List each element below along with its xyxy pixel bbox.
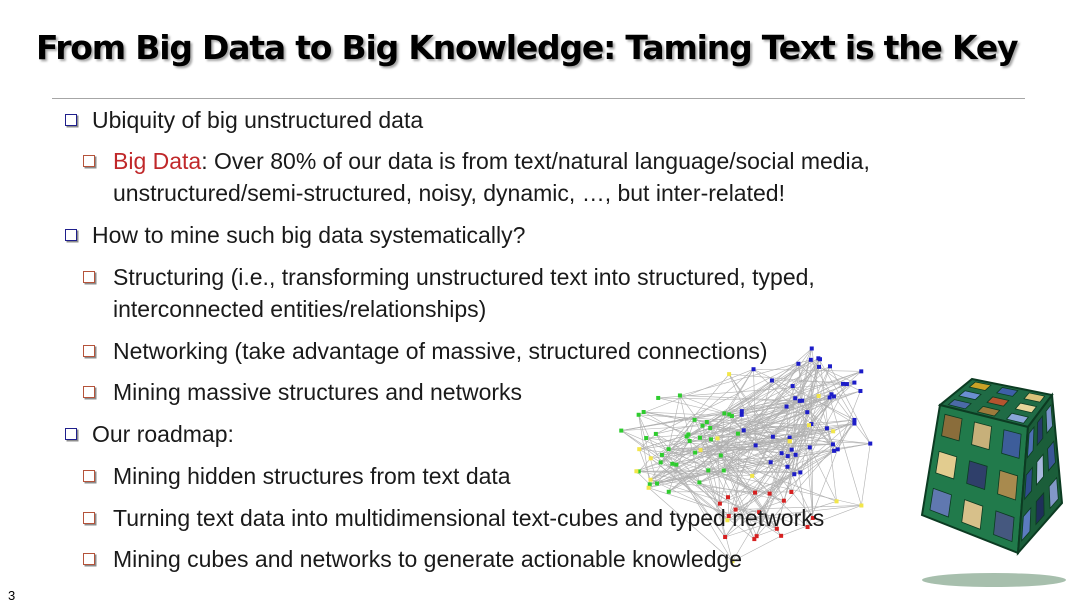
bullet-text-continued: unstructured/semi-structured, noisy, dynamic, …, but inter-related! xyxy=(113,180,785,206)
bullet-item xyxy=(62,219,942,251)
bullet-text: How to mine such big data systematically? xyxy=(92,222,526,248)
title-divider xyxy=(52,98,1025,99)
square-bullet-icon xyxy=(83,271,95,283)
bullet-text: Mining cubes and networks to generate actionable knowledge xyxy=(113,546,743,572)
square-bullet-icon xyxy=(65,428,77,440)
slide-title: From Big Data to Big Knowledge: Taming Text is the Key xyxy=(36,28,1018,67)
bullet-item xyxy=(62,502,942,534)
cube-tile xyxy=(972,422,992,450)
bullet-text: Mining hidden structures from text data xyxy=(113,463,511,489)
bullet-text: Ubiquity of big unstructured data xyxy=(92,107,424,133)
square-bullet-icon xyxy=(83,470,95,482)
bullet-text: Structuring (i.e., transforming unstructured text into structured, typed, xyxy=(113,264,815,290)
bullet-item xyxy=(62,376,942,408)
cube-tile xyxy=(1002,430,1021,459)
bullet-text: : Over 80% of our data is from text/natural language/social media, xyxy=(201,148,870,174)
cube-tile xyxy=(942,414,962,441)
bullet-item xyxy=(62,460,942,492)
bullet-list xyxy=(62,104,942,575)
bullet-text-continued: interconnected entities/relationships) xyxy=(113,296,487,322)
square-bullet-icon xyxy=(83,345,95,357)
bullet-item xyxy=(62,543,942,575)
bullet-item xyxy=(62,418,942,450)
bullet-text: Our roadmap: xyxy=(92,421,234,447)
bullet-text: Turning text data into multidimensional text-cubes and typed networks xyxy=(113,505,825,531)
bullet-item xyxy=(62,104,942,136)
square-bullet-icon xyxy=(83,512,95,524)
square-bullet-icon xyxy=(65,229,77,241)
page-number: 3 xyxy=(8,588,16,603)
big-data-highlight: Big Data xyxy=(113,148,202,174)
bullet-item xyxy=(62,261,942,325)
square-bullet-icon xyxy=(83,155,95,167)
square-bullet-icon xyxy=(83,553,95,565)
square-bullet-icon xyxy=(65,114,77,126)
bullet-text: Networking (take advantage of massive, structured connections) xyxy=(113,338,768,364)
bullet-item xyxy=(62,335,942,367)
square-bullet-icon xyxy=(83,386,95,398)
bullet-item xyxy=(62,145,942,209)
bullet-text: Mining massive structures and networks xyxy=(113,379,523,405)
